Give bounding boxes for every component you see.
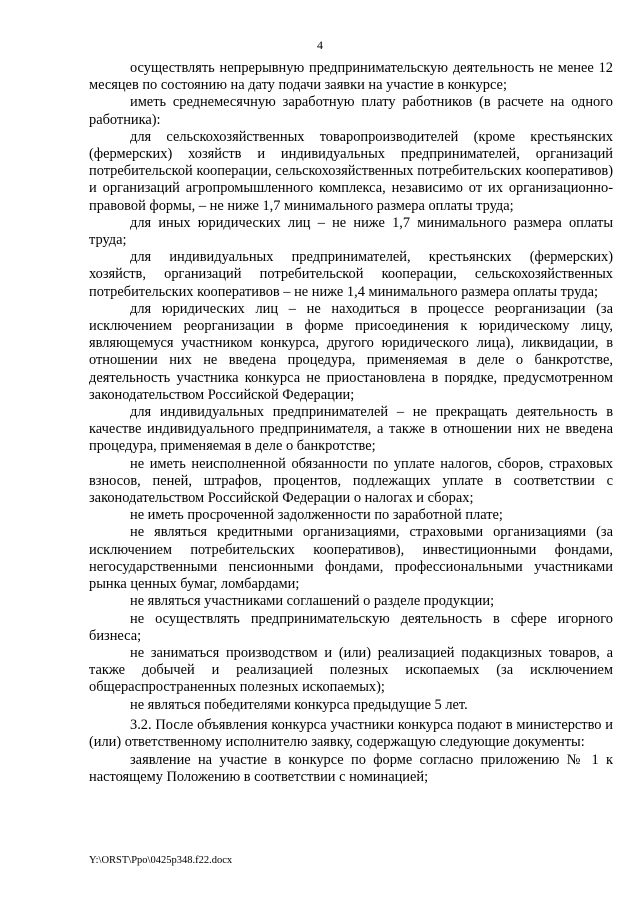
paragraph: для индивидуальных предпринимателей, крестьянских (фермерских) хозяйств, организаций потребительской кооперации, сельскохозяйственных потребительских кооперативов – не ниже 1,4 минимального размера оплаты труда; <box>89 249 613 300</box>
paragraph: не иметь неисполненной обязанности по уплате налогов, сборов, страховых взносов, пеней, штрафов, процентов, подлежащих уплате в соответствии с законодательством Российской Федерации о налогах и сборах; <box>89 455 613 507</box>
document-body <box>89 60 613 786</box>
footer-file-path: Y:\ORST\Ppo\0425p348.f22.docx <box>89 855 233 866</box>
section-paragraph: 3.2. После объявления конкурса участники конкурса подают в министерство и (или) ответственному исполнителю заявку, содержащую следующие документы: <box>89 717 613 751</box>
paragraph: для юридических лиц – не находиться в процессе реорганизации (за исключением реорганизации в форме присоединения к юридическому лицу, являющемуся участником конкурса, другого юридического лица), ликвидации, в отношении них не введена процедура, применяемая в деле о банкротстве, деятельность участника конкурса не приостановлена в порядке, предусмотренном законодательством Российской Федерации; <box>89 300 613 403</box>
paragraph: для индивидуальных предпринимателей – не прекращать деятельность в качестве индивидуального предпринимателя, а также в отношении них не введена процедура, применяемая в деле о банкротстве; <box>89 404 613 455</box>
paragraph: иметь среднемесячную заработную плату работников (в расчете на одного работника): <box>89 94 613 128</box>
paragraph: не являться победителями конкурса предыдущие 5 лет. <box>130 696 468 713</box>
paragraph: не заниматься производством и (или) реализацией подакцизных товаров, а также добычей и реализацией полезных ископаемых (за исключением общераспространенных полезных ископаемых); <box>89 644 613 696</box>
paragraph: заявление на участие в конкурсе по форме согласно приложению № 1 к настоящему Положению в соответствии с номинацией; <box>89 751 613 785</box>
paragraph: не осуществлять предпринимательскую деятельность в сфере игорного бизнеса; <box>89 610 613 644</box>
paragraph: для сельскохозяйственных товаропроизводителей (кроме крестьянских (фермерских) хозяйств и индивидуальных предпринимателей, организаций потребительской кооперации, сельскохозяйственных потребительских кооперативов) и организаций агропромышленного комплекса, независимо от их организационно-правовой формы, – не ниже 1,7 минимального размера оплаты труда; <box>89 128 613 214</box>
paragraph: не являться участниками соглашений о разделе продукции; <box>130 593 495 610</box>
paragraph: осуществлять непрерывную предпринимательскую деятельность не менее 12 месяцев по состоянию на дату подачи заявки на участие в конкурсе; <box>89 60 613 94</box>
paragraph: для иных юридических лиц – не ниже 1,7 минимального размера оплаты труда; <box>89 214 613 249</box>
paragraph: не являться кредитными организациями, страховыми организациями (за исключением потребительских кооперативов), инвестиционными фондами, негосударственными пенсионными фондами, профессиональными участниками рынка ценных бумаг, ломбардами; <box>89 524 613 593</box>
paragraph: не иметь просроченной задолженности по заработной плате; <box>130 507 503 524</box>
page-number: 4 <box>317 38 323 52</box>
